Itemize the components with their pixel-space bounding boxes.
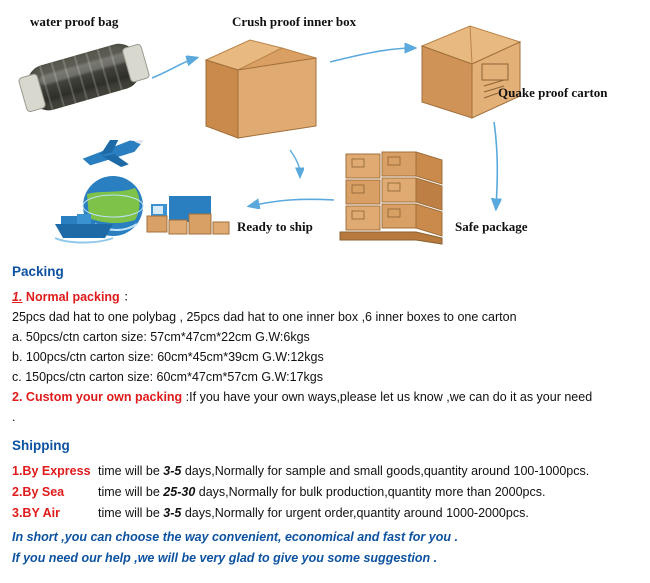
carton-option-c: c. 150pcs/ctn carton size: 60cm*47cm*57cm G.W:17kgs [12,370,324,385]
custom-packing-label: Custom your own packing [25,390,183,405]
shipping-pre-express: time will be [98,464,164,478]
normal-packing-colon: ： [123,289,136,304]
custom-packing-description: If you have your own ways,please let us know ,we can do it as your need [189,390,593,405]
shipping-row-sea [12,483,642,501]
closing-line-1: In short ,you can choose the way convenient, economical and fast for you . [12,530,458,545]
shipping-post-sea: days,Normally for bulk production,quantity more than 2000pcs. [195,485,546,500]
custom-packing-colon: : [185,390,190,405]
shipping-row-express [12,462,642,480]
shipping-days-air: 3-5 [163,506,182,521]
custom-packing-number: 2. [12,390,23,405]
crush-proof-inner-box-image [198,34,318,144]
label-ready-to-ship: Ready to ship [237,219,313,234]
transport-modes-image [55,140,245,250]
closing-line-2: If you need our help ,we will be very glad to give you some suggestion . [12,550,438,565]
shipping-days-sea: 25-30 [163,485,196,500]
label-crush-proof-inner-box: Crush proof inner box [232,14,357,29]
custom-packing-line [12,388,642,406]
normal-packing-description: 25pcs dad hat to one polybag , 25pcs dad hat to one inner box ,6 inner boxes to one carton [12,309,517,324]
text-content [0,262,650,567]
shipping-pre-air: time will be [98,506,164,521]
shipping-days-express: 3-5 [163,464,182,478]
shipping-row-air [12,504,642,522]
packaging-illustration [0,0,650,252]
shipping-label-express: 1.By Express [12,464,91,478]
normal-packing-line [12,288,642,306]
label-waterproof-bag: water proof bag [30,14,119,29]
shipping-pre-sea: time will be [98,485,164,500]
label-quake-proof-carton: Quake proof carton [498,85,608,100]
shipping-label-air: 3.BY Air [12,506,60,521]
shipping-post-air: days,Normally for urgent order,quantity around 1000-2000pcs. [181,506,529,521]
normal-packing-label: Normal packing [25,289,120,304]
normal-packing-number: 1. [12,289,23,304]
shipping-heading: Shipping [12,438,70,454]
label-safe-package: Safe package [455,219,528,234]
carton-option-a: a. 50pcs/ctn carton size: 57cm*47cm*22cm G.W:6kgs [12,329,310,344]
packing-heading: Packing [12,264,64,279]
quake-proof-carton-image [418,24,524,120]
safe-package-pallet-image [338,148,458,248]
carton-option-b: b. 100pcs/ctn carton size: 60cm*45cm*39cm G.W:12kgs [12,349,324,364]
shipping-label-sea: 2.By Sea [12,485,65,500]
shipping-post-express: days,Normally for sample and small goods,quantity around 100-1000pcs. [181,464,590,478]
custom-packing-trailing: . [12,410,16,425]
